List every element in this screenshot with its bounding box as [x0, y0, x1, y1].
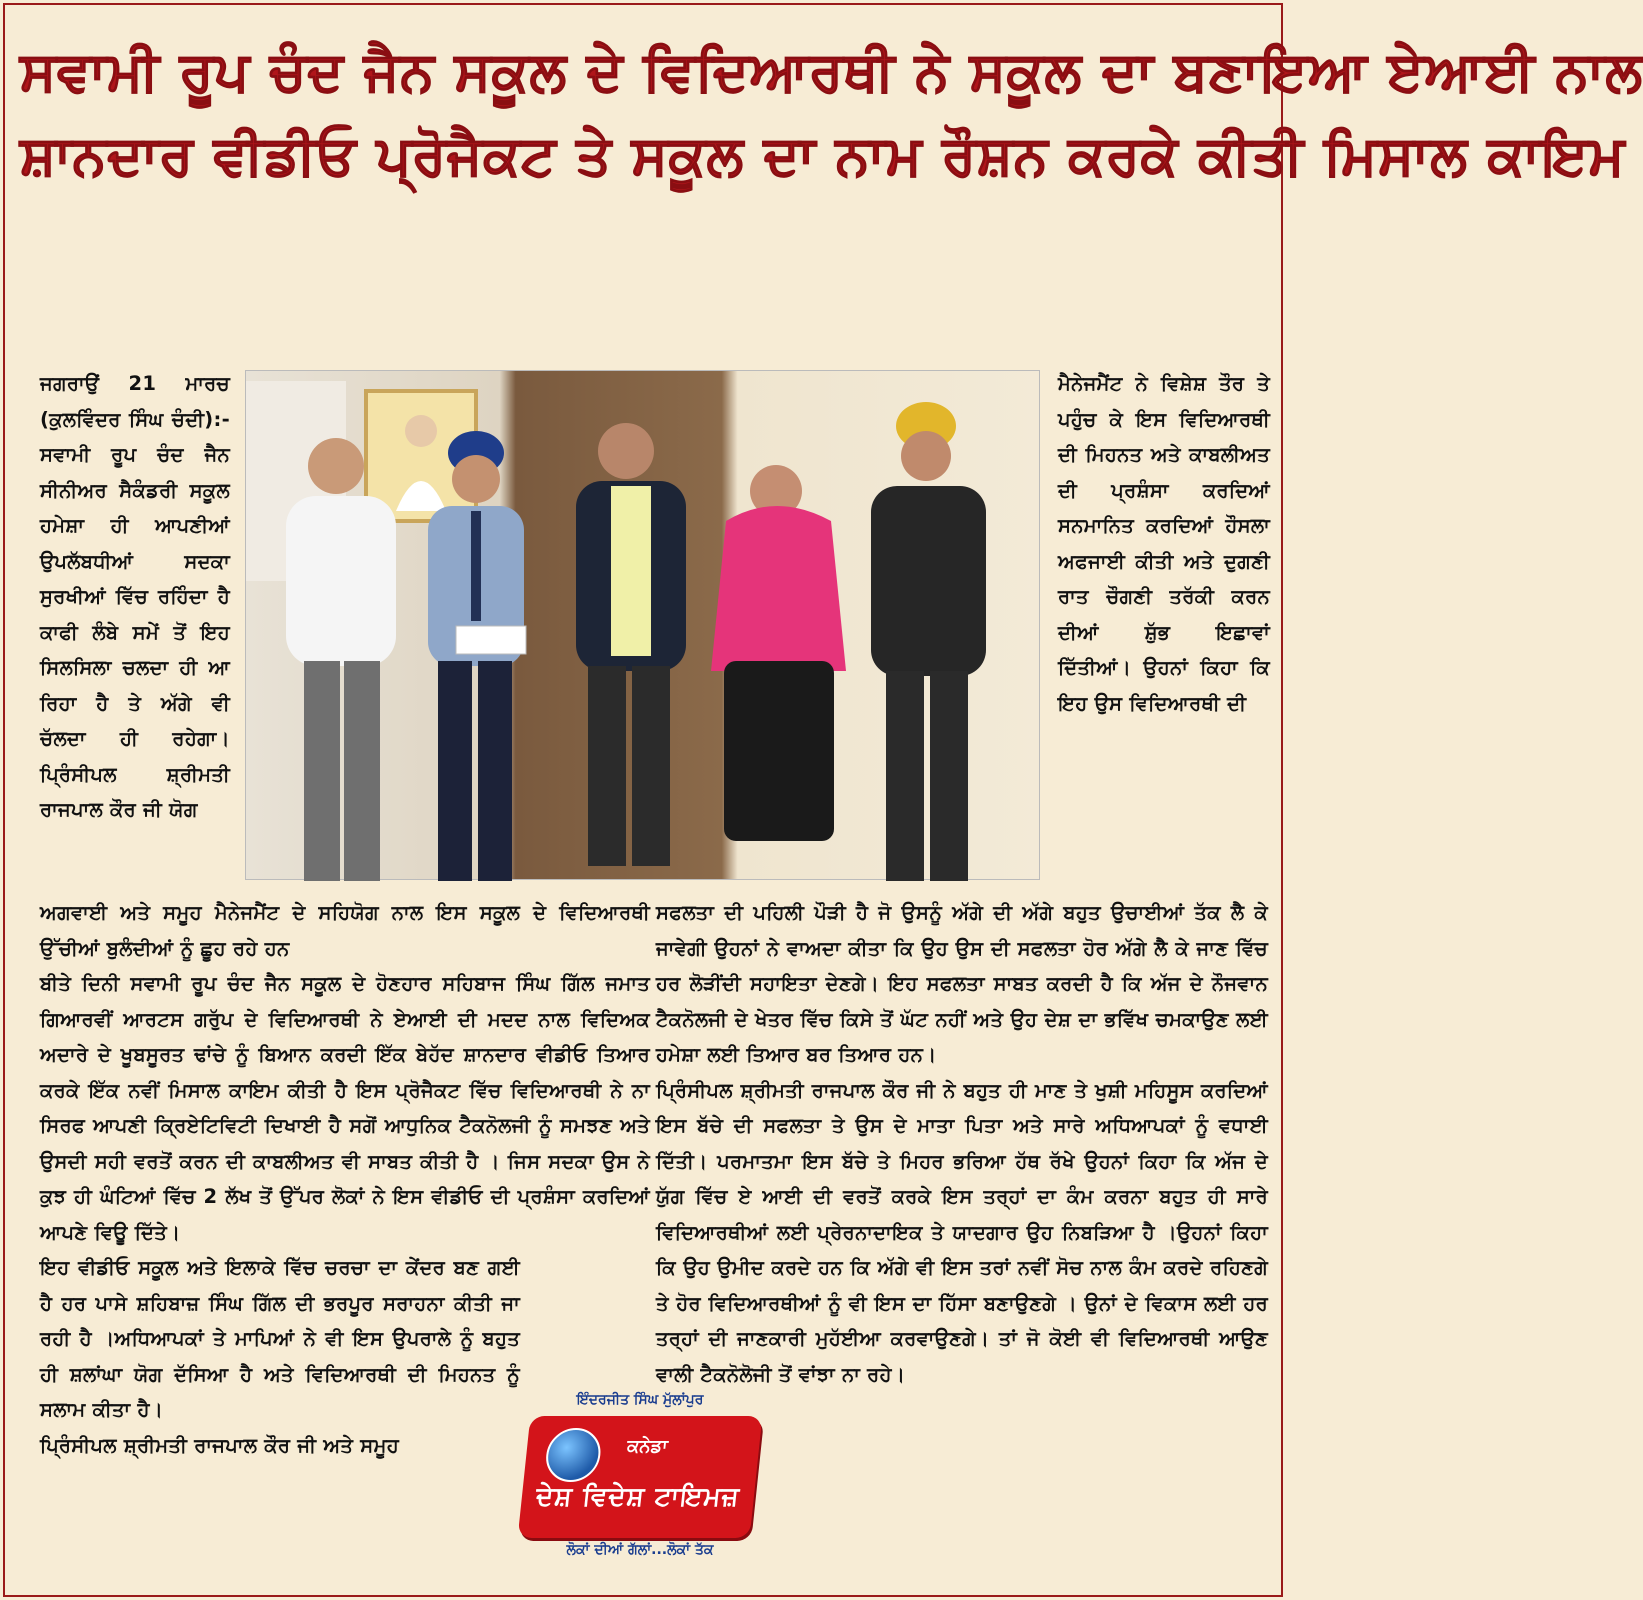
- headline: [20, 30, 1643, 198]
- logo-badge: [518, 1416, 763, 1538]
- logo-tagline: ਲੋਕਾਂ ਦੀਆਂ ਗੱਲਾਂ...ਲੋਕਾਂ ਤੱਕ: [566, 1542, 714, 1558]
- newspaper-logo: [520, 1392, 760, 1572]
- article-paragraph: ਪ੍ਰਿੰਸੀਪਲ ਸ਼੍ਰੀਮਤੀ ਰਾਜਪਾਲ ਕੌਰ ਜੀ ਨੇ ਬਹੁਤ ਹੀ ਮਾਣ ਤੇ ਖੁਸ਼ੀ ਮਹਿਸੂਸ ਕਰਦਿਆਂ ਇਸ ਬੱਚੇ ਦੀ ਸਫਲਤਾ ਤੇ ਉਸ ਦੇ ਮਾਤਾ ਪਿਤਾ ਅਤੇ ਸਾਰੇ ਅਧਿਆਪਕਾਂ ਨੂੰ ਵਧਾਈ ਦਿੱਤੀ। ਪਰਮਾਤਮਾ ਇਸ ਬੱਚੇ ਤੇ ਮਿਹਰ ਭਰਿਆ ਹੱਥ ਰੱਖੇ ਉਹਨਾਂ ਕਿਹਾ ਕਿ ਅੱਜ ਦੇ ਯੁੱਗ ਵਿੱਚ ਏ ਆਈ ਦੀ ਵਰਤੋਂ ਕਰਕੇ ਇਸ ਤਰ੍ਹਾਂ ਦਾ ਕੰਮ ਕਰਨਾ ਬਹੁਤ ਹੀ ਸਾਰੇ ਵਿਦਿਆਰਥੀਆਂ ਲਈ ਪ੍ਰੇਰਨਾਦਾਇਕ ਤੇ ਯਾਦਗਾਰ ਉਹ ਨਿਬੜਿਆ ਹੈ ।ਉਹਨਾਂ ਕਿਹਾ ਕਿ ਉਹ ਉਮੀਦ ਕਰਦੇ ਹਨ ਕਿ ਅੱਗੇ ਵੀ ਇਸ ਤਰਾਂ ਨਵੀਂ ਸੋਚ ਨਾਲ ਕੰਮ ਕਰਦੇ ਰਹਿਣਗੇ ਤੇ ਹੋਰ ਵਿਦਿਆਰਥੀਆਂ ਨੂੰ ਵੀ ਇਸ ਦਾ ਹਿੱਸਾ ਬਣਾਉਣਗੇ । ਉਨਾਂ ਦੇ ਵਿਕਾਸ ਲਈ ਹਰ ਤਰ੍ਹਾਂ ਦੀ ਜਾਣਕਾਰੀ ਮੁਹੱਈਆ ਕਰਵਾਉਣਗੇ। ਤਾਂ ਜੋ ਕੋਈ ਵੀ ਵਿਦਿਆਰਥੀ ਆਉਣ ਵਾਲੀ ਟੈਕਨੋਲੋਜੀ ਤੋਂ ਵਾਂਝਾ ਨਾ ਰਹੇ।: [656, 1078, 1268, 1386]
- headline-line-1: ਸਵਾਮੀ ਰੂਪ ਚੰਦ ਜੈਨ ਸਕੂਲ ਦੇ ਵਿਦਿਆਰਥੀ ਨੇ ਸਕੂਲ ਦਾ ਬਣਾਇਆ ਏਆਈ ਨਾਲ: [20, 40, 1643, 103]
- globe-icon: [543, 1428, 603, 1482]
- article-paragraph: ਇਹ ਵੀਡੀਓ ਸਕੂਲ ਅਤੇ ਇਲਾਕੇ ਵਿੱਚ ਚਰਚਾ ਦਾ ਕੇਂਦਰ ਬਣ ਗਈ ਹੈ ਹਰ ਪਾਸੇ ਸ਼ਹਿਬਾਜ਼ ਸਿੰਘ ਗਿੱਲ ਦੀ ਭਰਪੂਰ ਸਰਾਹਨਾ ਕੀਤੀ ਜਾ ਰਹੀ ਹੈ ।ਅਧਿਆਪਕਾਂ ਤੇ ਮਾਪਿਆਂ ਨੇ ਵੀ ਇਸ ਉਪਰਾਲੇ ਨੂੰ ਬਹੁਤ ਹੀ ਸ਼ਲਾਂਘਾ ਯੋਗ ਦੱਸਿਆ ਹੈ ਅਤੇ ਵਿਦਿਆਰਥੀ ਦੀ ਮਿਹਨਤ ਨੂੰ ਸਲਾਮ ਕੀਤਾ ਹੈ।: [40, 1256, 520, 1421]
- article-paragraph: ਬੀਤੇ ਦਿਨੀ ਸਵਾਮੀ ਰੂਪ ਚੰਦ ਜੈਨ ਸਕੂਲ ਦੇ ਹੋਣਹਾਰ ਸਹਿਬਾਜ ਸਿੰਘ ਗਿੱਲ ਜਮਾਤ ਗਿਆਰਵੀਂ ਆਰਟਸ ਗਰੁੱਪ ਦੇ ਵਿਦਿਆਰਥੀ ਨੇ ਏਆਈ ਦੀ ਮਦਦ ਨਾਲ ਵਿਦਿਅਕ ਅਦਾਰੇ ਦੇ ਖੂਬਸੂਰਤ ਢਾਂਚੇ ਨੂੰ ਬਿਆਨ ਕਰਦੀ ਇੱਕ ਬੇਹੱਦ ਸ਼ਾਨਦਾਰ ਵੀਡੀਓ ਤਿਆਰ ਕਰਕੇ ਇੱਕ ਨਵੀਂ ਮਿਸਾਲ ਕਾਇਮ ਕੀਤੀ ਹੈ ਇਸ ਪ੍ਰੋਜੈਕਟ ਵਿੱਚ ਵਿਦਿਆਰਥੀ ਨੇ ਨਾ ਸਿਰਫ ਆਪਣੀ ਕ੍ਰਿਏਟਿਵਿਟੀ ਦਿਖਾਈ ਹੈ ਸਗੋਂ ਆਧੁਨਿਕ ਟੈਕਨੋਲਜੀ ਨੂੰ ਸਮਝਣ ਅਤੇ ਉਸਦੀ ਸਹੀ ਵਰਤੋਂ ਕਰਨ ਦੀ ਕਾਬਲੀਅਤ ਵੀ ਸਾਬਤ ਕੀਤੀ ਹੈ । ਜਿਸ ਸਦਕਾ ਉਸ ਨੇ ਕੁਝ ਹੀ ਘੰਟਿਆਂ ਵਿੱਚ 2 ਲੱਖ ਤੋਂ ਉੱਪਰ ਲੋਕਾਂ ਨੇ ਇਸ ਵੀਡੀਓ ਦੀ ਪ੍ਰਸ਼ੰਸਾ ਕਰਦਿਆਂ ਆਪਣੇ ਵਿਊ ਦਿੱਤੇ।: [40, 972, 650, 1244]
- article-paragraph: ਸਫਲਤਾ ਦੀ ਪਹਿਲੀ ਪੌੜੀ ਹੈ ਜੋ ਉਸਨੂੰ ਅੱਗੇ ਦੀ ਅੱਗੇ ਬਹੁਤ ਉਚਾਈਆਂ ਤੱਕ ਲੈ ਕੇ ਜਾਵੇਗੀ ਉਹਨਾਂ ਨੇ ਵਾਅਦਾ ਕੀਤਾ ਕਿ ਉਹ ਉਸ ਦੀ ਸਫਲਤਾ ਹੋਰ ਅੱਗੇ ਲੈ ਕੇ ਜਾਣ ਵਿੱਚ ਹਰ ਲੋੜੀਂਦੀ ਸਹਾਇਤਾ ਦੇਣਗੇ। ਇਹ ਸਫਲਤਾ ਸਾਬਤ ਕਰਦੀ ਹੈ ਕਿ ਅੱਜ ਦੇ ਨੌਜਵਾਨ ਟੈਕਨੋਲਜੀ ਦੇ ਖੇਤਰ ਵਿੱਚ ਕਿਸੇ ਤੋਂ ਘੱਟ ਨਹੀਂ ਅਤੇ ਉਹ ਦੇਸ਼ ਦਾ ਭਵਿੱਖ ਚਮਕਾਉਣ ਲਈ ਹਮੇਸ਼ਾ ਲਈ ਤਿਆਰ ਬਰ ਤਿਆਰ ਹਨ।: [656, 901, 1268, 1066]
- headline-line-2: ਸ਼ਾਨਦਾਰ ਵੀਡੀਓ ਪ੍ਰੋਜੈਕਟ ਤੇ ਸਕੂਲ ਦਾ ਨਾਮ ਰੌਸ਼ਨ ਕਰਕੇ ਕੀਤੀ ਮਿਸਾਲ ਕਾਇਮ: [20, 124, 1626, 187]
- photo-credit: ਇੰਦਰਜੀਤ ਸਿੰਘ ਮੁੱਲਾਂਪੁਰ: [576, 1392, 704, 1408]
- article-column-right-top: [1058, 366, 1270, 721]
- article-paragraph: ਜਗਰਾਉਂ 21 ਮਾਰਚ (ਕੁਲਵਿੰਦਰ ਸਿੰਘ ਚੰਦੀ):- ਸਵਾਮੀ ਰੂਪ ਚੰਦ ਜੈਨ ਸੀਨੀਅਰ ਸੈਕੰਡਰੀ ਸਕੂਲ ਹਮੇਸ਼ਾ ਹੀ ਆਪਣੀਆਂ ਉਪਲੱਬਧੀਆਂ ਸਦਕਾ ਸੁਰਖੀਆਂ ਵਿੱਚ ਰਹਿੰਦਾ ਹੈ ਕਾਫੀ ਲੰਬੇ ਸਮੇਂ ਤੋਂ ਇਹ ਸਿਲਸਿਲਾ ਚਲਦਾ ਹੀ ਆ ਰਿਹਾ ਹੈ ਤੇ ਅੱਗੇ ਵੀ ਚੱਲਦਾ ਹੀ ਰਹੇਗਾ। ਪ੍ਰਿੰਸੀਪਲ ਸ਼੍ਰੀਮਤੀ ਰਾਜਪਾਲ ਕੌਰ ਜੀ ਯੋਗ: [40, 372, 230, 821]
- article-column-left-bottom: [40, 895, 650, 1463]
- logo-title: ਦੇਸ਼ ਵਿਦੇਸ਼ ਟਾਇਮਜ਼: [534, 1482, 742, 1512]
- article-column-left-top: [40, 366, 230, 828]
- photo-illustration: [246, 371, 1041, 881]
- logo-country: ਕਨੇਡਾ: [626, 1436, 669, 1457]
- article-paragraph: ਮੈਨੇਜਮੈਂਟ ਨੇ ਵਿਸ਼ੇਸ਼ ਤੌਰ ਤੇ ਪਹੁੰਚ ਕੇ ਇਸ ਵਿਦਿਆਰਥੀ ਦੀ ਮਿਹਨਤ ਅਤੇ ਕਾਬਲੀਅਤ ਦੀ ਪ੍ਰਸ਼ੰਸਾ ਕਰਦਿਆਂ ਸਨਮਾਨਿਤ ਕਰਦਿਆਂ ਹੌਸਲਾ ਅਫਜਾਈ ਕੀਤੀ ਅਤੇ ਦੁਗਣੀ ਰਾਤ ਚੌਗਣੀ ਤਰੱਕੀ ਕਰਨ ਦੀਆਂ ਸ਼ੁੱਭ ਇਛਾਵਾਂ ਦਿੱਤੀਆਂ। ਉਹਨਾਂ ਕਿਹਾ ਕਿ ਇਹ ਉਸ ਵਿਦਿਆਰਥੀ ਦੀ: [1058, 372, 1270, 715]
- news-photo: [245, 370, 1040, 880]
- article-column-right-bottom: [656, 895, 1268, 1392]
- article-paragraph: ਪ੍ਰਿੰਸੀਪਲ ਸ਼੍ਰੀਮਤੀ ਰਾਜਪਾਲ ਕੌਰ ਜੀ ਅਤੇ ਸਮੂਹ: [40, 1433, 399, 1457]
- article-paragraph: ਅਗਵਾਈ ਅਤੇ ਸਮੂਹ ਮੈਨੇਜਮੈਂਟ ਦੇ ਸਹਿਯੋਗ ਨਾਲ ਇਸ ਸਕੂਲ ਦੇ ਵਿਦਿਆਰਥੀ ਉੱਚੀਆਂ ਬੁਲੰਦੀਆਂ ਨੂੰ ਛੂਹ ਰਹੇ ਹਨ: [40, 901, 650, 960]
